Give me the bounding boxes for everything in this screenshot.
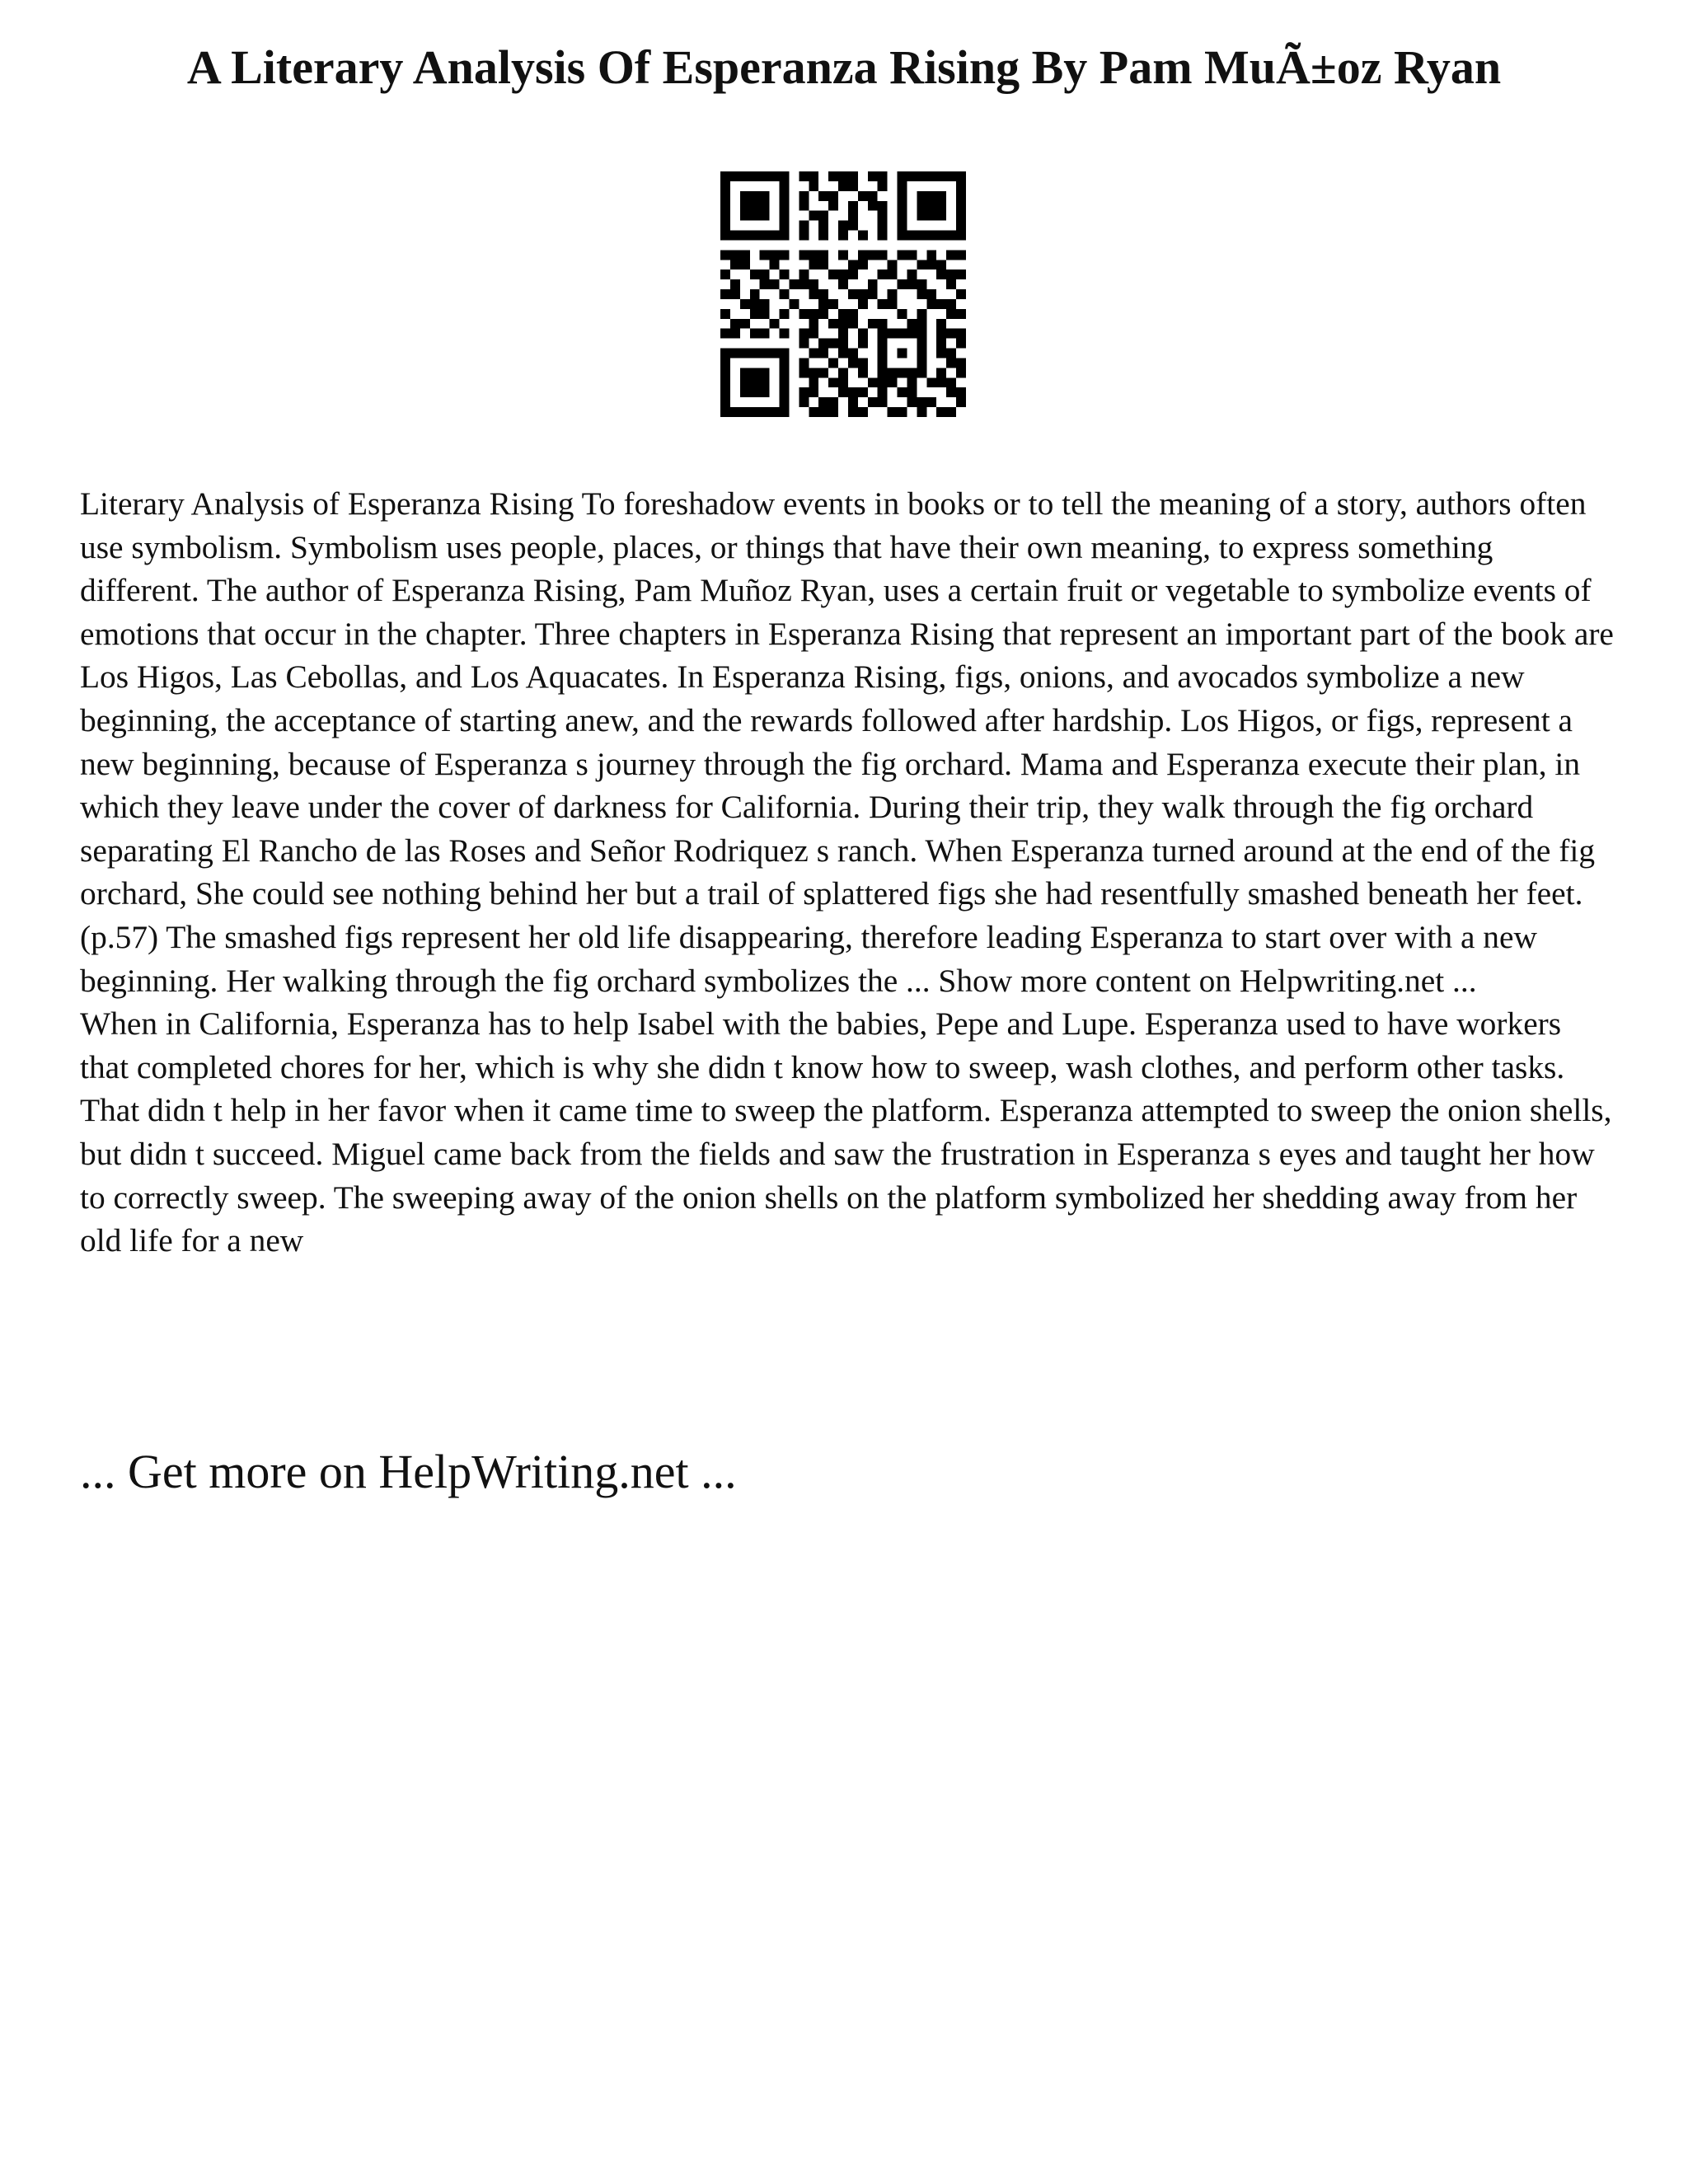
- paragraph-2: When in California, Esperanza has to help Isabel with the babies, Pepe and Lupe. Esperanza used to have workers that completed chores for her, which is why she didn t know how to sweep, wash clothes, and perform other tasks. That didn t help in her favor when it came time to sweep the platform. Esperanza attempted to sweep the onion shells, but didn t succeed. Miguel came back from the fields and saw the frustration in Esperanza s eyes and taught her how to correctly sweep. The sweeping away of the onion shells on the platform symbolized her shedding away from her old life for a new: [80, 1005, 1612, 1259]
- article-body: [80, 482, 1618, 1263]
- paragraph-1: Literary Analysis of Esperanza Rising To foreshadow events in books or to tell the meaning of a story, authors often use symbolism. Symbolism uses people, places, or things that have their own meaning, to express something different. The author of Esperanza Rising, Pam Muñoz Ryan, uses a certain fruit or vegetable to symbolize events of emotions that occur in the chapter. Three chapters in Esperanza Rising that represent an important part of the book are Los Higos, Las Cebollas, and Los Aquacates. In Esperanza Rising, figs, onions, and avocados symbolize a new beginning, the acceptance of starting anew, and the rewards followed after hardship. Los Higos, or figs, represent a new beginning, because of Esperanza s journey through the fig orchard. Mama and Esperanza execute their plan, in which they leave under the cover of darkness for California. During their trip, they walk through the fig orchard separating El Rancho de las Roses and Señor Rodriquez s ranch. When Esperanza turned around at the end of the fig orchard, She could see nothing behind her but a trail of splattered figs she had resentfully smashed beneath her feet. (p.57) The smashed figs represent her old life disappearing, therefore leading Esperanza to start over with a new beginning. Her walking through the fig orchard symbolizes the ... Show more content on Helpwriting.net ...: [80, 485, 1614, 999]
- qr-code-icon: [720, 171, 966, 417]
- get-more-link[interactable]: ... Get more on HelpWriting.net ...: [80, 1445, 737, 1498]
- page-title: A Literary Analysis Of Esperanza Rising By Pam MuÃ±oz Ryan: [186, 40, 1502, 94]
